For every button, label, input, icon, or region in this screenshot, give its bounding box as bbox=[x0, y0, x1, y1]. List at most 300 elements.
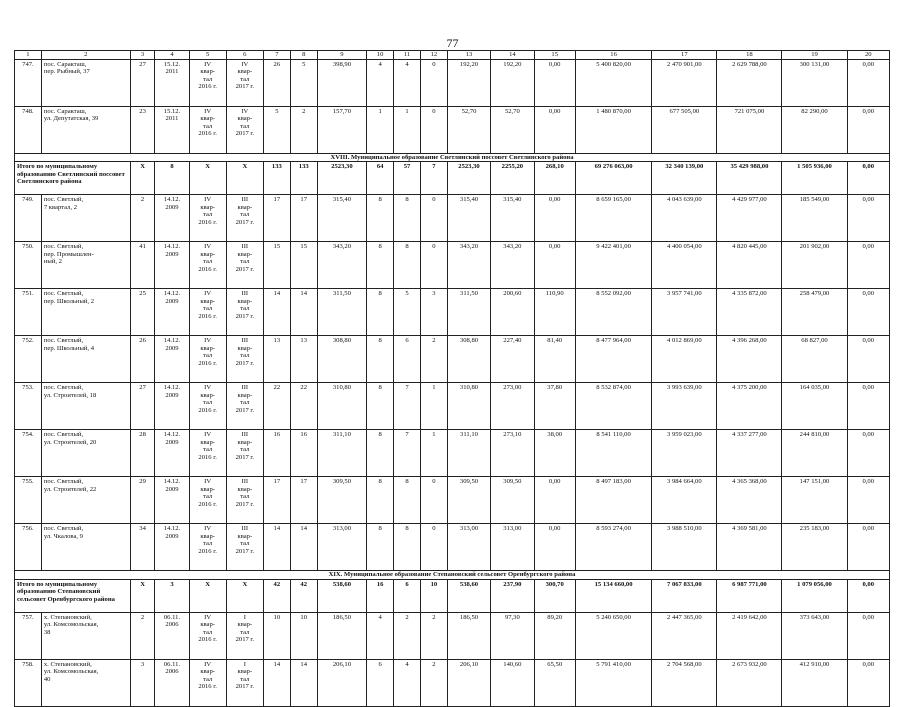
table-cell: 15 134 660,00 bbox=[575, 579, 651, 612]
table-cell: 8 659 165,00 bbox=[575, 195, 651, 242]
table-cell: 14.12. 2009 bbox=[155, 430, 189, 477]
table-cell: 3 bbox=[155, 579, 189, 612]
table-cell: 412 910,00 bbox=[782, 659, 847, 706]
table-cell: 13 bbox=[290, 336, 317, 383]
table-cell: 7 bbox=[263, 51, 290, 60]
subtotal-row bbox=[15, 162, 890, 195]
table-cell: 748. bbox=[15, 107, 42, 154]
table-cell: 19 bbox=[782, 51, 847, 60]
table-cell: 8 bbox=[394, 524, 421, 571]
table-cell: 35 429 988,00 bbox=[717, 162, 782, 195]
table-cell: X bbox=[130, 579, 155, 612]
table-cell: 398,90 bbox=[317, 60, 367, 107]
table-cell: III квар- тал 2017 г. bbox=[226, 195, 263, 242]
table-cell: IV квар- тал 2016 г. bbox=[189, 289, 226, 336]
table-cell: 15.12. 2011 bbox=[155, 107, 189, 154]
table-cell: 311,10 bbox=[447, 430, 490, 477]
table-cell: 2 bbox=[420, 336, 447, 383]
table-cell: 3 984 664,00 bbox=[652, 477, 717, 524]
table-cell: IV квар- тал 2016 г. bbox=[189, 524, 226, 571]
table-cell: 4 bbox=[394, 659, 421, 706]
section-title-row bbox=[15, 571, 890, 579]
table-cell: 57 bbox=[394, 162, 421, 195]
table-cell: 313,00 bbox=[491, 524, 534, 571]
table-cell: 1 bbox=[367, 107, 394, 154]
table-cell: 0,00 bbox=[847, 383, 889, 430]
table-cell: 4 429 977,00 bbox=[717, 195, 782, 242]
table-cell: 14 bbox=[491, 51, 534, 60]
table-cell: 37,80 bbox=[534, 383, 575, 430]
table-cell: 8 497 183,00 bbox=[575, 477, 651, 524]
table-cell: 0 bbox=[420, 524, 447, 571]
table-cell: 2 470 901,00 bbox=[652, 60, 717, 107]
table-cell: 0,00 bbox=[847, 162, 889, 195]
table-cell: 2 bbox=[290, 107, 317, 154]
table-cell: 4 369 581,00 bbox=[717, 524, 782, 571]
table-cell: 0,00 bbox=[534, 242, 575, 289]
table-cell: 5 791 410,00 bbox=[575, 659, 651, 706]
table-cell: 2 bbox=[130, 195, 155, 242]
table-cell: IV квар- тал 2016 г. bbox=[189, 659, 226, 706]
table-cell: 133 bbox=[263, 162, 290, 195]
table-cell: 8 541 110,00 bbox=[575, 430, 651, 477]
table-cell: IV квар- тал 2016 г. bbox=[189, 107, 226, 154]
table-cell: пос. Светлый, 7 квартал, 2 bbox=[41, 195, 130, 242]
table-cell: 1 bbox=[420, 383, 447, 430]
table-cell: 8 477 964,00 bbox=[575, 336, 651, 383]
table-cell: X bbox=[226, 579, 263, 612]
table-cell: 10 bbox=[420, 579, 447, 612]
table-cell: 0,00 bbox=[847, 579, 889, 612]
table-cell: 721 075,00 bbox=[717, 107, 782, 154]
table-cell: 4 365 368,00 bbox=[717, 477, 782, 524]
table-cell: 8 593 274,00 bbox=[575, 524, 651, 571]
table-cell: IV квар- тал 2016 г. bbox=[189, 612, 226, 659]
table-cell: IV квар- тал 2016 г. bbox=[189, 383, 226, 430]
table-cell: 1 bbox=[420, 430, 447, 477]
table-cell: Итого по муниципальному образованию Степановский сельсовет Оренбургского района bbox=[15, 579, 131, 612]
table-cell: IV квар- тал 2016 г. bbox=[189, 477, 226, 524]
table-cell: 2 704 568,00 bbox=[652, 659, 717, 706]
table-cell: 343,20 bbox=[491, 242, 534, 289]
table-cell: 235 183,00 bbox=[782, 524, 847, 571]
table-cell: пос. Саракташ, ул. Депутатская, 39 bbox=[41, 107, 130, 154]
table-row bbox=[15, 107, 890, 154]
table-cell: XVIII. Муниципальное образование Светлинский поссовет Светлинского района bbox=[15, 154, 890, 162]
table-cell: I квар- тал 2017 г. bbox=[226, 612, 263, 659]
table-cell: 6 bbox=[367, 659, 394, 706]
table-cell: 0,00 bbox=[847, 612, 889, 659]
table-cell: 8 532 874,00 bbox=[575, 383, 651, 430]
table-cell: IV квар- тал 2016 г. bbox=[189, 195, 226, 242]
table-cell: 6 987 771,00 bbox=[717, 579, 782, 612]
table-cell: 273,10 bbox=[491, 430, 534, 477]
table-cell: 42 bbox=[263, 579, 290, 612]
table-row bbox=[15, 60, 890, 107]
table-cell: I квар- тал 2017 г. bbox=[226, 659, 263, 706]
table-cell: 42 bbox=[290, 579, 317, 612]
table-cell: 28 bbox=[130, 430, 155, 477]
table-cell: 3 957 741,00 bbox=[652, 289, 717, 336]
table-cell: 17 bbox=[652, 51, 717, 60]
table-cell: 313,00 bbox=[317, 524, 367, 571]
table-cell: 9 422 401,00 bbox=[575, 242, 651, 289]
table-cell: 23 bbox=[130, 107, 155, 154]
table-cell: 192,20 bbox=[491, 60, 534, 107]
table-cell: 14.12. 2009 bbox=[155, 336, 189, 383]
table-cell: 206,10 bbox=[447, 659, 490, 706]
table-cell: 758. bbox=[15, 659, 42, 706]
table-row bbox=[15, 524, 890, 571]
table-cell: 747. bbox=[15, 60, 42, 107]
table-cell: 300,70 bbox=[534, 579, 575, 612]
table-cell: 311,50 bbox=[317, 289, 367, 336]
table-row bbox=[15, 336, 890, 383]
table-cell: III квар- тал 2017 г. bbox=[226, 242, 263, 289]
table-cell: 308,80 bbox=[447, 336, 490, 383]
table-cell: 5 400 820,00 bbox=[575, 60, 651, 107]
table-cell: 15 bbox=[290, 242, 317, 289]
table-cell: III квар- тал 2017 г. bbox=[226, 430, 263, 477]
table-row bbox=[15, 612, 890, 659]
table-cell: 2255,20 bbox=[491, 162, 534, 195]
table-cell: 4 012 869,00 bbox=[652, 336, 717, 383]
table-cell: 0 bbox=[420, 477, 447, 524]
table-cell: 5 bbox=[394, 289, 421, 336]
table-cell: 17 bbox=[263, 195, 290, 242]
table-cell: 5 bbox=[263, 107, 290, 154]
table-cell: пос. Светлый, ул. Чкалова, 9 bbox=[41, 524, 130, 571]
table-cell: 7 bbox=[394, 383, 421, 430]
table-cell: 2 bbox=[130, 612, 155, 659]
table-cell: 10 bbox=[290, 612, 317, 659]
table-cell: 755. bbox=[15, 477, 42, 524]
table-cell: 315,40 bbox=[317, 195, 367, 242]
housing-program-table bbox=[14, 50, 890, 707]
table-cell: 8 bbox=[367, 430, 394, 477]
table-cell: 750. bbox=[15, 242, 42, 289]
table-cell: 14.12. 2009 bbox=[155, 383, 189, 430]
table-cell: 10 bbox=[263, 612, 290, 659]
table-cell: 2 bbox=[420, 612, 447, 659]
table-cell: 140,60 bbox=[491, 659, 534, 706]
table-cell: 7 067 833,00 bbox=[652, 579, 717, 612]
table-cell: 538,60 bbox=[447, 579, 490, 612]
subtotal-row bbox=[15, 579, 890, 612]
table-cell: 2 bbox=[420, 659, 447, 706]
table-cell: IV квар- тал 2016 г. bbox=[189, 336, 226, 383]
table-cell: 8 bbox=[394, 242, 421, 289]
table-cell: 4 375 200,00 bbox=[717, 383, 782, 430]
table-cell: 38,00 bbox=[534, 430, 575, 477]
table-cell: 65,50 bbox=[534, 659, 575, 706]
table-cell: 1 505 936,00 bbox=[782, 162, 847, 195]
table-cell: 0 bbox=[420, 242, 447, 289]
table-cell: 164 035,00 bbox=[782, 383, 847, 430]
table-cell: X bbox=[130, 162, 155, 195]
table-cell: 4 bbox=[367, 612, 394, 659]
table-cell: 2 bbox=[41, 51, 130, 60]
table-cell: 0 bbox=[420, 195, 447, 242]
table-cell: 8 bbox=[367, 195, 394, 242]
table-cell: 186,50 bbox=[317, 612, 367, 659]
section-title-row bbox=[15, 154, 890, 162]
table-cell: III квар- тал 2017 г. bbox=[226, 383, 263, 430]
table-cell: 14.12. 2009 bbox=[155, 524, 189, 571]
table-cell: 1 bbox=[394, 107, 421, 154]
table-cell: 0,00 bbox=[534, 477, 575, 524]
table-cell: 313,00 bbox=[447, 524, 490, 571]
table-cell: X bbox=[189, 579, 226, 612]
table-row bbox=[15, 430, 890, 477]
table-cell: 6 bbox=[226, 51, 263, 60]
table-cell: 8 bbox=[394, 477, 421, 524]
table-cell: пос. Светлый, пер. Промышлен- ный, 2 bbox=[41, 242, 130, 289]
table-cell: 8 bbox=[367, 242, 394, 289]
table-cell: 2 629 788,00 bbox=[717, 60, 782, 107]
table-cell: 4 400 054,00 bbox=[652, 242, 717, 289]
table-cell: XIX. Муниципальное образование Степановский сельсовет Оренбургского района bbox=[15, 571, 890, 579]
column-number-row bbox=[15, 51, 890, 60]
table-cell: 752. bbox=[15, 336, 42, 383]
table-cell: 147 151,00 bbox=[782, 477, 847, 524]
table-cell: 0,00 bbox=[847, 659, 889, 706]
table-cell: 0,00 bbox=[847, 107, 889, 154]
table-cell: 5 bbox=[189, 51, 226, 60]
table-cell: 14.12. 2009 bbox=[155, 289, 189, 336]
table-cell: 309,50 bbox=[447, 477, 490, 524]
table-cell: 749. bbox=[15, 195, 42, 242]
table-cell: IV квар- тал 2016 г. bbox=[189, 242, 226, 289]
table-cell: 186,50 bbox=[447, 612, 490, 659]
table-cell: 343,20 bbox=[317, 242, 367, 289]
table-cell: 26 bbox=[263, 60, 290, 107]
table-cell: III квар- тал 2017 г. bbox=[226, 477, 263, 524]
table-cell: 0,00 bbox=[847, 289, 889, 336]
table-cell: пос. Светлый, пер. Школьный, 2 bbox=[41, 289, 130, 336]
table-cell: 3 bbox=[420, 289, 447, 336]
table-cell: 273,00 bbox=[491, 383, 534, 430]
table-cell: 16 bbox=[263, 430, 290, 477]
table-cell: 14 bbox=[290, 289, 317, 336]
table-cell: 0,00 bbox=[534, 107, 575, 154]
table-cell: 8 bbox=[367, 477, 394, 524]
table-cell: 0 bbox=[420, 60, 447, 107]
table-cell: 10 bbox=[367, 51, 394, 60]
table-cell: 8 bbox=[394, 195, 421, 242]
table-cell: 15 bbox=[263, 242, 290, 289]
table-cell: III квар- тал 2017 г. bbox=[226, 336, 263, 383]
table-cell: 3 bbox=[130, 51, 155, 60]
table-cell: 8 bbox=[367, 336, 394, 383]
table-cell: 0,00 bbox=[847, 60, 889, 107]
table-cell: 310,80 bbox=[317, 383, 367, 430]
table-cell: 0 bbox=[420, 107, 447, 154]
table-cell: 5 bbox=[290, 60, 317, 107]
table-cell: 0,00 bbox=[534, 195, 575, 242]
table-cell: 8 bbox=[367, 383, 394, 430]
table-cell: 2 673 932,00 bbox=[717, 659, 782, 706]
table-cell: 2523,30 bbox=[447, 162, 490, 195]
table-cell: 309,50 bbox=[317, 477, 367, 524]
table-cell: 16 bbox=[367, 579, 394, 612]
table-cell: 17 bbox=[290, 477, 317, 524]
table-cell: 6 bbox=[394, 336, 421, 383]
table-cell: 185 549,00 bbox=[782, 195, 847, 242]
table-cell: 268,10 bbox=[534, 162, 575, 195]
table-cell: 315,40 bbox=[447, 195, 490, 242]
table-cell: 82 290,00 bbox=[782, 107, 847, 154]
table-cell: 0,00 bbox=[847, 430, 889, 477]
table-cell: 0,00 bbox=[847, 477, 889, 524]
table-cell: 8 bbox=[155, 162, 189, 195]
table-cell: 0,00 bbox=[847, 242, 889, 289]
table-cell: 32 340 139,00 bbox=[652, 162, 717, 195]
table-cell: 3 993 639,00 bbox=[652, 383, 717, 430]
table-cell: 06.11. 2006 bbox=[155, 659, 189, 706]
table-cell: 14 bbox=[263, 659, 290, 706]
table-row bbox=[15, 383, 890, 430]
table-cell: 4 335 872,00 bbox=[717, 289, 782, 336]
table-cell: 110,90 bbox=[534, 289, 575, 336]
table-cell: 14.12. 2009 bbox=[155, 195, 189, 242]
table-cell: IV квар- тал 2017 г. bbox=[226, 107, 263, 154]
table-cell: 17 bbox=[263, 477, 290, 524]
table-cell: 14 bbox=[290, 524, 317, 571]
table-cell: 14 bbox=[290, 659, 317, 706]
table-cell: 68 827,00 bbox=[782, 336, 847, 383]
table-cell: 89,20 bbox=[534, 612, 575, 659]
table-cell: 756. bbox=[15, 524, 42, 571]
table-row bbox=[15, 242, 890, 289]
table-cell: 13 bbox=[263, 336, 290, 383]
table-cell: 8 552 092,00 bbox=[575, 289, 651, 336]
table-cell: 20 bbox=[847, 51, 889, 60]
table-cell: 27 bbox=[130, 383, 155, 430]
table-cell: 538,60 bbox=[317, 579, 367, 612]
table-cell: 64 bbox=[367, 162, 394, 195]
table-cell: пос. Светлый, ул. Строителей, 22 bbox=[41, 477, 130, 524]
table-cell: 343,20 bbox=[447, 242, 490, 289]
table-cell: 1 bbox=[15, 51, 42, 60]
table-cell: 0,00 bbox=[847, 195, 889, 242]
table-cell: пос. Светлый, пер. Школьный, 4 bbox=[41, 336, 130, 383]
table-cell: 0,00 bbox=[847, 524, 889, 571]
table-cell: 4 bbox=[394, 60, 421, 107]
table-cell: 25 bbox=[130, 289, 155, 336]
table-cell: 258 479,00 bbox=[782, 289, 847, 336]
table-cell: 15 bbox=[534, 51, 575, 60]
table-cell: 2523,30 bbox=[317, 162, 367, 195]
table-cell: 27 bbox=[130, 60, 155, 107]
table-cell: III квар- тал 2017 г. bbox=[226, 524, 263, 571]
table-cell: 2 bbox=[394, 612, 421, 659]
table-row bbox=[15, 477, 890, 524]
table-cell: 0,00 bbox=[534, 60, 575, 107]
table-cell: 753. bbox=[15, 383, 42, 430]
table-cell: 06.11. 2006 bbox=[155, 612, 189, 659]
table-cell: 26 bbox=[130, 336, 155, 383]
table-cell: 17 bbox=[290, 195, 317, 242]
table-cell: 41 bbox=[130, 242, 155, 289]
table-cell: 16 bbox=[290, 430, 317, 477]
table-cell: пос. Светлый, ул. Строителей, 18 bbox=[41, 383, 130, 430]
table-cell: 18 bbox=[717, 51, 782, 60]
table-cell: 315,40 bbox=[491, 195, 534, 242]
table-cell: 754. bbox=[15, 430, 42, 477]
table-cell: 4 043 639,00 bbox=[652, 195, 717, 242]
table-cell: 1 480 870,00 bbox=[575, 107, 651, 154]
table-cell: 192,20 bbox=[447, 60, 490, 107]
table-cell: 677 505,00 bbox=[652, 107, 717, 154]
table-cell: 97,30 bbox=[491, 612, 534, 659]
table-row bbox=[15, 289, 890, 336]
table-cell: 81,40 bbox=[534, 336, 575, 383]
table-cell: 8 bbox=[367, 524, 394, 571]
table-cell: 227,40 bbox=[491, 336, 534, 383]
table-cell: 29 bbox=[130, 477, 155, 524]
table-cell: 22 bbox=[263, 383, 290, 430]
table-cell: 4 bbox=[367, 60, 394, 107]
table-cell: 4 396 268,00 bbox=[717, 336, 782, 383]
table-cell: 14.12. 2009 bbox=[155, 477, 189, 524]
table-cell: 201 902,00 bbox=[782, 242, 847, 289]
table-cell: 751. bbox=[15, 289, 42, 336]
table-cell: х. Степановский, ул. Комсомольская, 38 bbox=[41, 612, 130, 659]
table-cell: X bbox=[189, 162, 226, 195]
table-cell: 12 bbox=[420, 51, 447, 60]
table-row bbox=[15, 659, 890, 706]
table-cell: 200,60 bbox=[491, 289, 534, 336]
table-cell: 4 820 445,00 bbox=[717, 242, 782, 289]
table-cell: 16 bbox=[575, 51, 651, 60]
table-cell: 7 bbox=[420, 162, 447, 195]
table-cell: IV квар- тал 2016 г. bbox=[189, 430, 226, 477]
table-cell: пос. Светлый, ул. Строителей, 20 bbox=[41, 430, 130, 477]
table-cell: 4 337 277,00 bbox=[717, 430, 782, 477]
table-cell: 3 959 023,00 bbox=[652, 430, 717, 477]
table-cell: 8 bbox=[290, 51, 317, 60]
table-cell: 1 079 056,00 bbox=[782, 579, 847, 612]
table-cell: 310,80 bbox=[447, 383, 490, 430]
table-cell: 14.12. 2009 bbox=[155, 242, 189, 289]
table-cell: 244 810,00 bbox=[782, 430, 847, 477]
table-cell: 311,10 bbox=[317, 430, 367, 477]
table-cell: Итого по муниципальному образованию Светлинский поссовет Светлинского района bbox=[15, 162, 131, 195]
table-cell: 69 276 063,00 bbox=[575, 162, 651, 195]
table-cell: 15.12. 2011 bbox=[155, 60, 189, 107]
table-cell: 5 240 650,00 bbox=[575, 612, 651, 659]
table-cell: 8 bbox=[367, 289, 394, 336]
table-cell: 3 bbox=[130, 659, 155, 706]
table-cell: III квар- тал 2017 г. bbox=[226, 289, 263, 336]
table-cell: 2 447 365,00 bbox=[652, 612, 717, 659]
table-cell: 133 bbox=[290, 162, 317, 195]
table-cell: 9 bbox=[317, 51, 367, 60]
table-cell: 3 988 510,00 bbox=[652, 524, 717, 571]
table-cell: 309,50 bbox=[491, 477, 534, 524]
table-cell: 34 bbox=[130, 524, 155, 571]
table-cell: 6 bbox=[394, 579, 421, 612]
table-cell: 373 643,00 bbox=[782, 612, 847, 659]
table-cell: х. Степановский, ул. Комсомольская, 40 bbox=[41, 659, 130, 706]
table-cell: X bbox=[226, 162, 263, 195]
table-cell: 157,70 bbox=[317, 107, 367, 154]
table-cell: 308,80 bbox=[317, 336, 367, 383]
table-cell: 4 bbox=[155, 51, 189, 60]
table-cell: 11 bbox=[394, 51, 421, 60]
table-cell: 311,50 bbox=[447, 289, 490, 336]
